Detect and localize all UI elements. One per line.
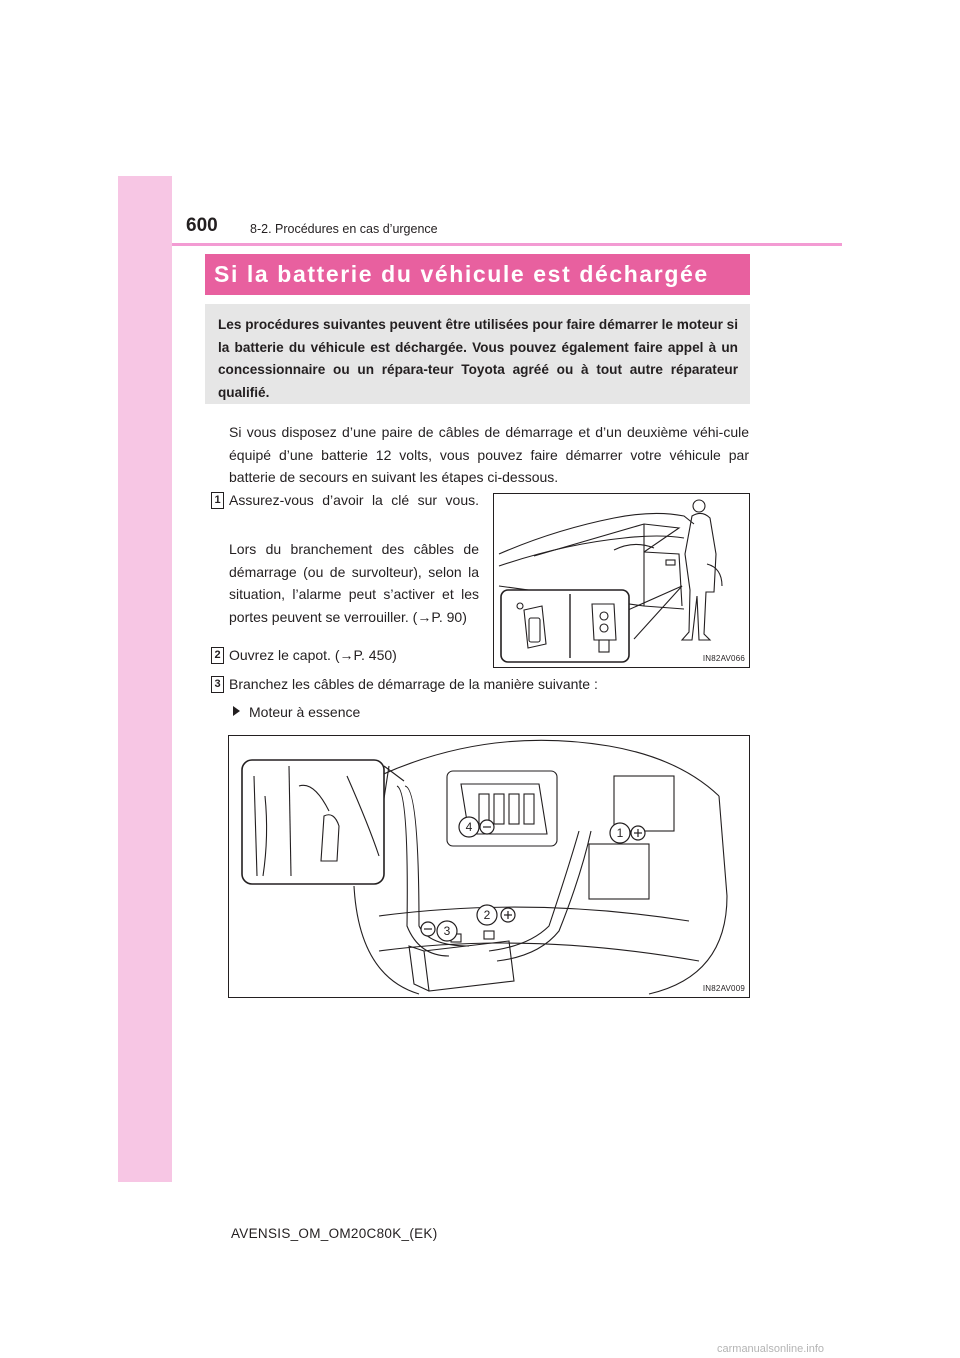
step-number-2: 2	[211, 647, 224, 664]
lead-paragraph: Si vous disposez d’une paire de câbles de démarrage et d’un deuxième véhi-cule équipé d’une batterie 12 volts, vous pouvez faire démarrer votre véhicule par batterie de secours en suivant les étapes ci-dessous.	[229, 424, 749, 485]
engine-bay-illustration	[229, 736, 749, 997]
step-2-text: Ouvrez le capot. (→P. 450)	[229, 647, 397, 663]
step-number-1: 1	[211, 492, 224, 509]
section-tab-band	[118, 176, 172, 1182]
callout-3: 3	[443, 924, 451, 938]
intro-box	[205, 304, 750, 404]
step-1-text: Assurez-vous d’avoir la clé sur vous.	[229, 492, 479, 508]
page-number: 600	[186, 215, 218, 236]
intro-text: Les procédures suivantes peuvent être utilisées pour faire démarrer le moteur si la batterie du véhicule est déchargée. Vous pouvez également faire appel à un concessionnaire ou un répara-teur Toyota agréé ou à tout autre réparateur qualifié.	[218, 317, 738, 400]
car-and-key-illustration	[494, 494, 749, 667]
sub-item-gasoline	[229, 701, 529, 724]
callout-1: 1	[616, 826, 624, 840]
page-title: Si la batterie du véhicule est déchargée	[205, 254, 750, 295]
watermark: carmanualsonline.info	[717, 1343, 825, 1355]
triangle-bullet-icon	[233, 706, 240, 716]
step-1-note: Lors du branchement des câbles de démarrage (ou de survolteur), selon la situation, l’alarme peut s’activer et les portes peuvent se verrouiller. (→P. 90)	[229, 541, 479, 625]
section-reference: 8-2. Procédures en cas d’urgence	[250, 222, 438, 236]
sub-item-label: Moteur à essence	[249, 704, 361, 720]
figure-jumper-cables	[228, 735, 750, 998]
footer-doc-code: AVENSIS_OM_OM20C80K_(EK)	[231, 1226, 438, 1241]
callout-2: 2	[483, 908, 491, 922]
step-number-3: 3	[211, 676, 224, 693]
figure-key-check	[493, 493, 750, 668]
header-rule	[172, 243, 842, 246]
callout-4: 4	[465, 820, 473, 834]
step-3-text: Branchez les câbles de démarrage de la manière suivante :	[229, 676, 598, 692]
figure-code: IN82AV009	[702, 984, 745, 993]
figure-code: IN82AV066	[702, 654, 745, 663]
